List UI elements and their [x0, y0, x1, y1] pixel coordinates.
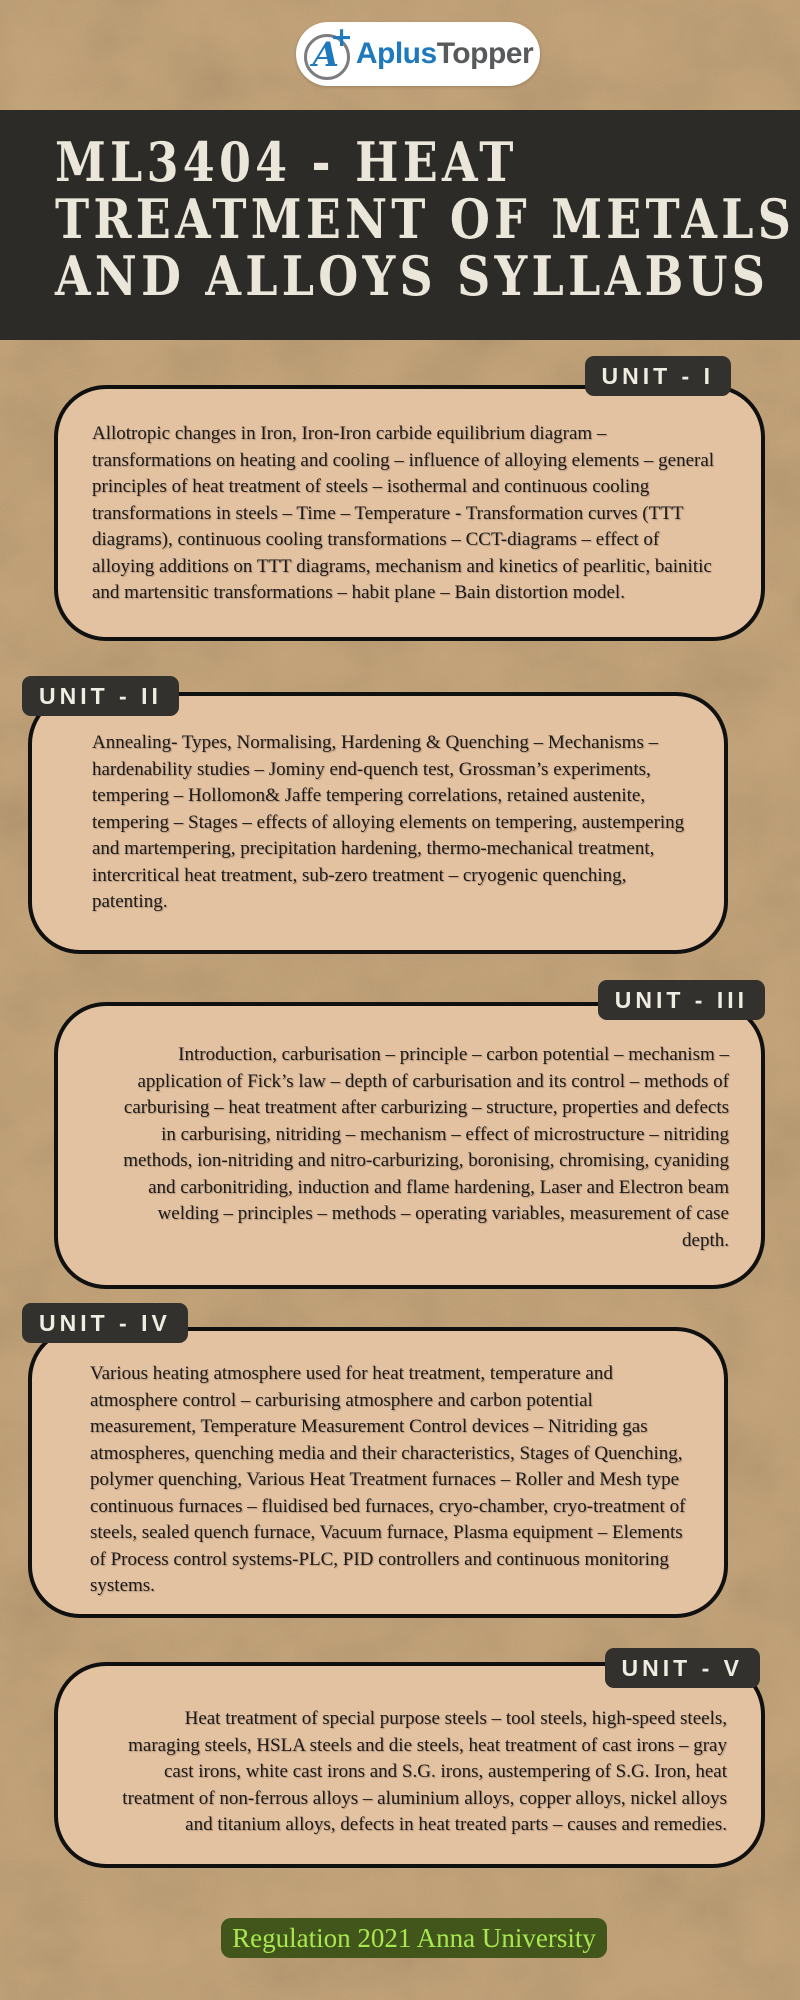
unit-1-text: Allotropic changes in Iron, Iron-Iron carbide equilibrium diagram – transformations on heating and cooling – influence of alloying elements – general principles of heat treatment of steels – isothermal and continuous cooling transformations in steels – Time – Temperature - Transformation curves (TTT diagrams), continuous cooling transformations – CCT-diagrams – effect of alloying additions on TTT diagrams, mechanism and kinetics of pearlitic, bainitic and martensitic transformations – habit plane – Bain distortion model.: [92, 423, 715, 603]
unit-1-card: [54, 385, 765, 641]
unit-3-card: [54, 1002, 765, 1289]
regulation-badge: Regulation 2021 Anna University: [221, 1918, 607, 1958]
brand-topper: Topper: [436, 37, 534, 70]
unit-2-tab: UNIT - II: [22, 676, 179, 716]
title-line-2: TREATMENT OF METALS: [55, 187, 796, 251]
unit-4-tab: UNIT - IV: [22, 1303, 188, 1343]
unit-5-text: Heat treatment of special purpose steels – tool steels, high-speed steels, maraging steels, HSLA steels and die steels, heat treatment of cast irons – gray cast irons, white cast irons and S.G. irons, austempering of S.G. Iron, heat treatment of non-ferrous alloys – aluminium alloys, copper alloys, nickel alloys and titanium alloys, defects in heat treated parts – causes and remedies.: [122, 1708, 727, 1835]
aplustopper-logo[interactable]: [296, 22, 540, 86]
unit-5-tab: UNIT - V: [605, 1648, 760, 1688]
aplus-logo-icon: [303, 22, 353, 77]
page-title: [55, 130, 796, 308]
unit-4-card: [28, 1327, 728, 1618]
logo-letter-a: A: [312, 35, 340, 75]
unit-4-text: Various heating atmosphere used for heat treatment, temperature and atmosphere control – carburising atmosphere and carbon potential measurement, Temperature Measurement Control devices – Nitriding gas atmospheres, quenching media and their characteristics, Stages of Quenching, polymer quenching, Various Heat Treatment furnaces – Roller and Mesh type continuous furnaces – fluidised bed furnaces, cryo-chamber, cryo-treatment of steels, sealed quench furnace, Vacuum furnace, Plasma equipment – Elements of Process control systems-PLC, PID controllers and continuous monitoring systems.: [90, 1363, 686, 1596]
unit-2-card: [28, 692, 728, 954]
unit-1-tab: UNIT - I: [585, 356, 732, 396]
unit-2-text: Annealing- Types, Normalising, Hardening & Quenching – Mechanisms – hardenability studies – Jominy end-quench test, Grossman’s experiments, tempering – Hollomon& Jaffe tempering correlations, retained austenite, tempering – Stages – effects of alloying elements on tempering, austempering and martempering, precipitation hardening, thermo-mechanical treatment, intercritical heat treatment, sub-zero treatment – cryogenic quenching, patenting.: [92, 732, 685, 912]
plus-icon: +: [330, 22, 353, 53]
brand-aplus: Aplus: [355, 37, 437, 70]
brand-wordmark: [356, 37, 533, 71]
unit-5-card: [54, 1662, 765, 1868]
title-line-3: AND ALLOYS SYLLABUS: [55, 244, 770, 308]
unit-3-text: Introduction, carburisation – principle – carbon potential – mechanism – application of Fick’s law – depth of carburisation and its control – methods of carburising – heat treatment after carburizing – structure, properties and defects in carburising, nitriding – mechanism – effect of microstructure – nitriding methods, ion-nitriding and nitro-carburizing, boronising, chromising, cyaniding and carbonitriding, induction and flame hardening, Laser and Electron beam welding – principles – methods – operating variables, measurement of case depth.: [123, 1044, 729, 1251]
title-line-1: ML3404 - HEAT: [55, 130, 518, 194]
unit-3-tab: UNIT - III: [598, 980, 765, 1020]
title-band: [0, 110, 800, 340]
